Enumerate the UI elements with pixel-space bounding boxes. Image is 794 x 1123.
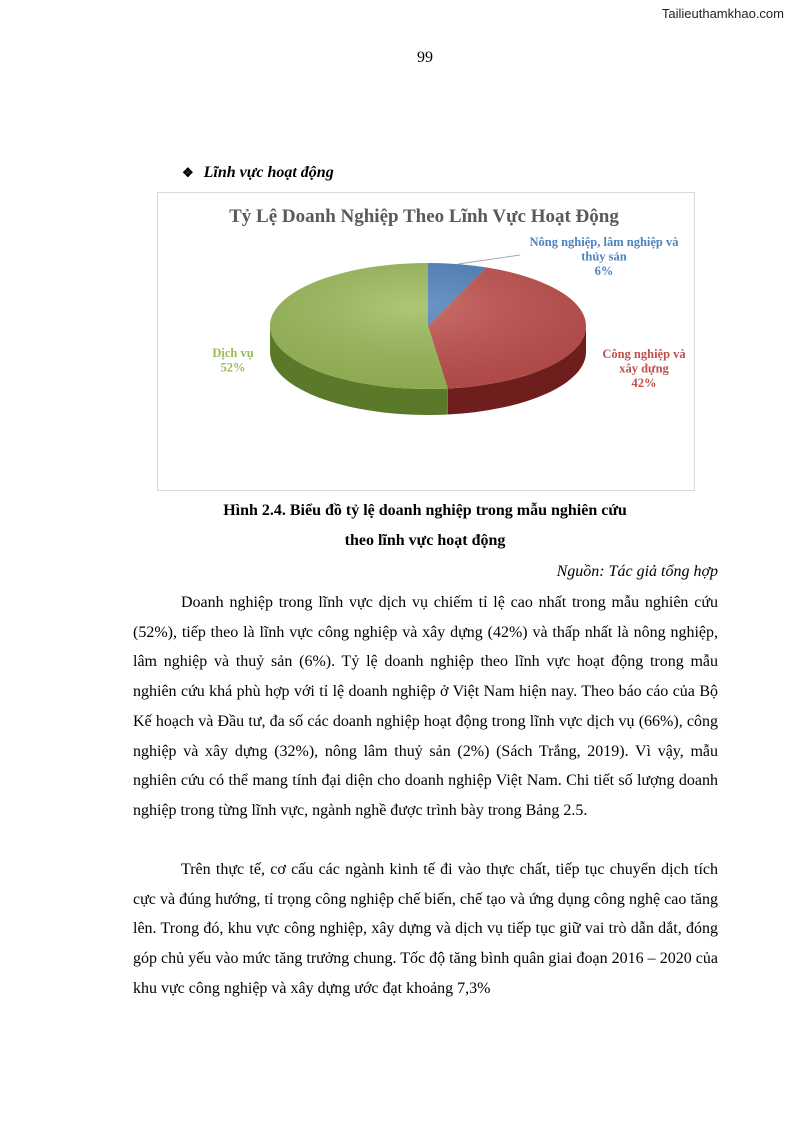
figure-caption-line1: Hình 2.4. Biểu đồ tỷ lệ doanh nghiệp trong mẫu nghiên cứu <box>223 502 627 519</box>
page-number: 99 <box>417 49 433 66</box>
chart-title: Tỷ Lệ Doanh Nghiệp Theo Lĩnh Vực Hoạt Động <box>229 206 619 227</box>
body-paragraph-1: Doanh nghiệp trong lĩnh vực dịch vụ chiếm tỉ lệ cao nhất trong mẫu nghiên cứu (52%), tiếp theo là lĩnh vực công nghiệp và xây dựng (42%) và thấp nhất là nông nghiệp, lâm nghiệp và thuỷ sản (6%). Tỷ lệ doanh nghiệp theo lĩnh vực hoạt động trong mẫu nghiên cứu khá phù hợp với tỉ lệ doanh nghiệp ở Việt Nam hiện nay. Theo báo cáo của Bộ Kế hoạch và Đầu tư, đa số các doanh nghiệp hoạt động trong lĩnh vực dịch vụ (66%), công nghiệp và xây dựng (32%), nông lâm thuỷ sản (2%) (Sách Trắng, 2019). Vì vậy, mẫu nghiên cứu có thể mang tính đại diện cho doanh nghiệp Việt Nam. Chi tiết số lượng doanh nghiệp trong từng lĩnh vực, ngành nghề được trình bày trong Bảng 2.5. <box>133 594 718 819</box>
diamond-bullet-icon: ❖ <box>182 165 194 180</box>
pie-sheen-overlay <box>270 263 586 389</box>
body-paragraph-2: Trên thực tế, cơ cấu các ngành kinh tế đi vào thực chất, tiếp tục chuyển dịch tích cực và đúng hướng, tỉ trọng công nghiệp chế biến, chế tạo và ứng dụng công nghệ cao tăng lên. Trong đó, khu vực công nghiệp, xây dựng và dịch vụ tiếp tục giữ vai trò dẫn dắt, đóng góp chủ yếu vào mức tăng trưởng chung. Tốc độ tăng bình quân giai đoạn 2016 – 2020 của khu vực công nghiệp và xây dựng ước đạt khoảng 7,3% <box>133 861 718 997</box>
watermark: Tailieuthamkhao.com <box>661 6 784 21</box>
pie-chart-svg <box>158 193 696 492</box>
pie-label-services: Dịch vụ 52% <box>212 346 254 375</box>
figure-caption-line2: theo lĩnh vực hoạt động <box>344 532 506 549</box>
pie-leader-line-agriculture <box>458 255 520 264</box>
pie-chart <box>157 192 695 491</box>
pie-label-agriculture: Nông nghiệp, lâm nghiệp và thủy sản 6% <box>529 235 679 278</box>
section-title: Lĩnh vực hoạt động <box>203 164 334 181</box>
source-note: Nguồn: Tác giả tổng hợp <box>556 563 718 580</box>
section-heading <box>182 164 334 182</box>
pie-label-industry-construction: Công nghiệp và xây dựng 42% <box>602 347 686 390</box>
